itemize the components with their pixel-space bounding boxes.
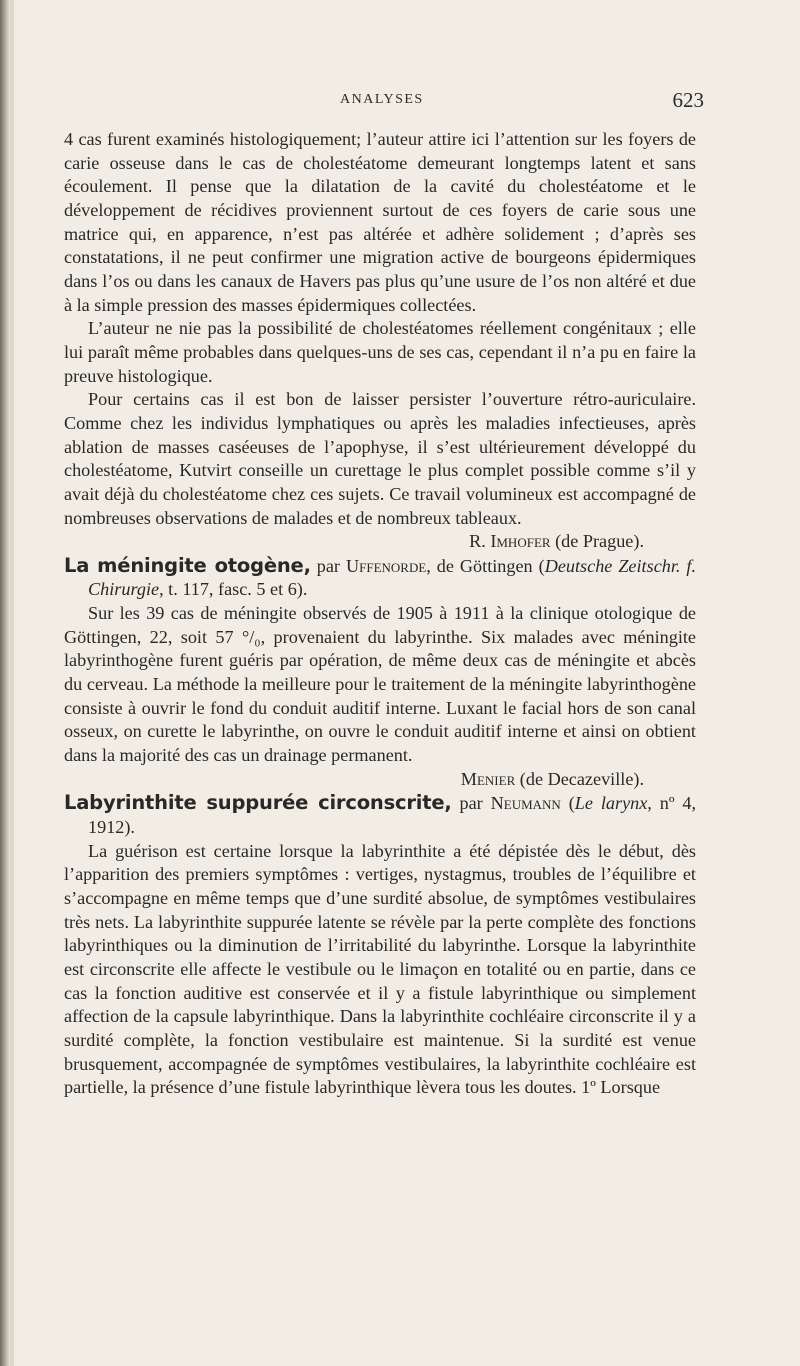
article-by: par bbox=[316, 555, 340, 576]
page-body bbox=[64, 128, 696, 1100]
signature-line-1 bbox=[64, 530, 696, 554]
page-binding-edge bbox=[0, 0, 10, 1366]
page-binding-shadow bbox=[10, 0, 14, 1366]
signature-imhofer bbox=[469, 530, 644, 554]
paragraph-retro-auricular: Pour certains cas il est bon de laisser persister l’ouverture rétro-auriculaire. Comme chez les individus lymphatiques ou après les maladies infectieuses, après ablation de masses caséeuses de l’apophyse, il s’est ultérieurement développé du cholestéatome, Kutvirt conseille un curettage le plus complet possible comme s’il y avait déjà du cholestéatome chez ces sujets. Ce travail volumineux est accompagné de nombreuses observations de malades et de nombreux tableaux. bbox=[64, 389, 696, 528]
signature-menier bbox=[461, 768, 644, 792]
paragraph-meningite: Sur les 39 cas de méningite observés de 1905 à 1911 à la clinique otologique de Göttingen, 22, soit 57 °/₀, provenaient du labyrinthe. Six malades avec méningite labyrinthogène furent guéris par opération, de même deux cas de méningite et abcès du cerveau. La méthode la meilleure pour le traitement de la méningite labyrinthogène consiste à ouvrir le fond du conduit auditif interne. Luxant le facial hors de son canal osseux, on curette le labyrinthe, on ouvre le conduit auditif interne et ainsi on obtient dans la majorité des cas un drainage permanent. bbox=[64, 603, 696, 766]
signature-name: R. Imhofer bbox=[469, 531, 551, 552]
article-place: , de Göttingen ( bbox=[426, 555, 545, 576]
paragraph-histology: 4 cas furent examinés histologiquement; l’auteur attire ici l’attention sur les foyers de carie osseuse dans le cas de cholestéatome demeurant longtemps latent et sans écoulement. Il pense que la dilatation de la cavité du cholestéatome et le développement de récidives proviennent surtout de ces foyers de carie sous une matrice qui, en apparence, n’est pas altérée et adhère solidement ; d’après ses constatations, il ne peut confirmer une migration active de bourgeons épidermiques dans l’os ou dans les canaux de Havers pas plus qu’une usure de l’os non altéré et due à la simple pression des masses épidermiques collectées. bbox=[64, 129, 696, 315]
signature-line-2 bbox=[64, 768, 696, 792]
article-ref: , t. 117, fasc. 5 et 6). bbox=[159, 579, 308, 600]
running-head: ANALYSES bbox=[340, 92, 424, 107]
article-title: La méningite otogène, bbox=[64, 553, 311, 577]
page-header bbox=[0, 88, 800, 118]
paragraph-labyrinthite: La guérison est certaine lorsque la labyrinthite a été dépistée dès le début, dès l’apparition des premiers symptômes : vertiges, nystagmus, troubles de l’équilibre et s’accompagne en même temps que d’une surdité absolue, de symptômes vestibulaires très nets. La labyrinthite suppurée latente se révèle par la perte complète des fonctions labyrinthiques ou la diminution de l’irritabilité du labyrinthe. Lorsque la labyrinthite est circonscrite elle affecte le vestibule ou le limaçon en totalité ou en partie, dans ce cas la fonction auditive est conservée et il y a fistule labyrinthique ou simplement affection de la capsule labyrinthique. Dans la labyrinthite cochléaire circonscrite il y a surdité complète, la fonction vestibulaire est maintenue. Si la surdité est venue brusquement, accompagnée de symptômes vestibulaires, la labyrinthite cochléaire est partielle, la présence d’une fistule labyrinthique lèvera tous les doutes. 1º Lorsque bbox=[64, 840, 696, 1098]
article-heading-meningite bbox=[64, 554, 696, 602]
article-journal: Deutsche Zeitschr. f. Chirurgie bbox=[88, 555, 697, 600]
article-title: Labyrinthite suppurée circonscrite, bbox=[64, 791, 452, 815]
article-by: par bbox=[459, 793, 483, 814]
article-open: ( bbox=[560, 793, 575, 814]
article-journal: Le larynx, bbox=[574, 793, 652, 814]
page-number: 623 bbox=[672, 88, 704, 112]
article-ref: nº 4, 1912). bbox=[88, 793, 697, 838]
signature-name: Menier bbox=[460, 768, 516, 789]
article-author: Uffenorde bbox=[345, 555, 427, 576]
paragraph-congenital: L’auteur ne nie pas la possibilité de cholestéatomes réellement congénitaux ; elle lui paraît même probables dans quelques-uns de ses cas, cependant il n’a pu en faire la preuve histologique. bbox=[64, 318, 696, 386]
article-heading-labyrinthite bbox=[64, 791, 696, 839]
signature-place: (de Prague). bbox=[555, 531, 644, 552]
signature-place: (de Decazeville). bbox=[519, 768, 644, 789]
article-author: Neumann bbox=[490, 793, 561, 814]
